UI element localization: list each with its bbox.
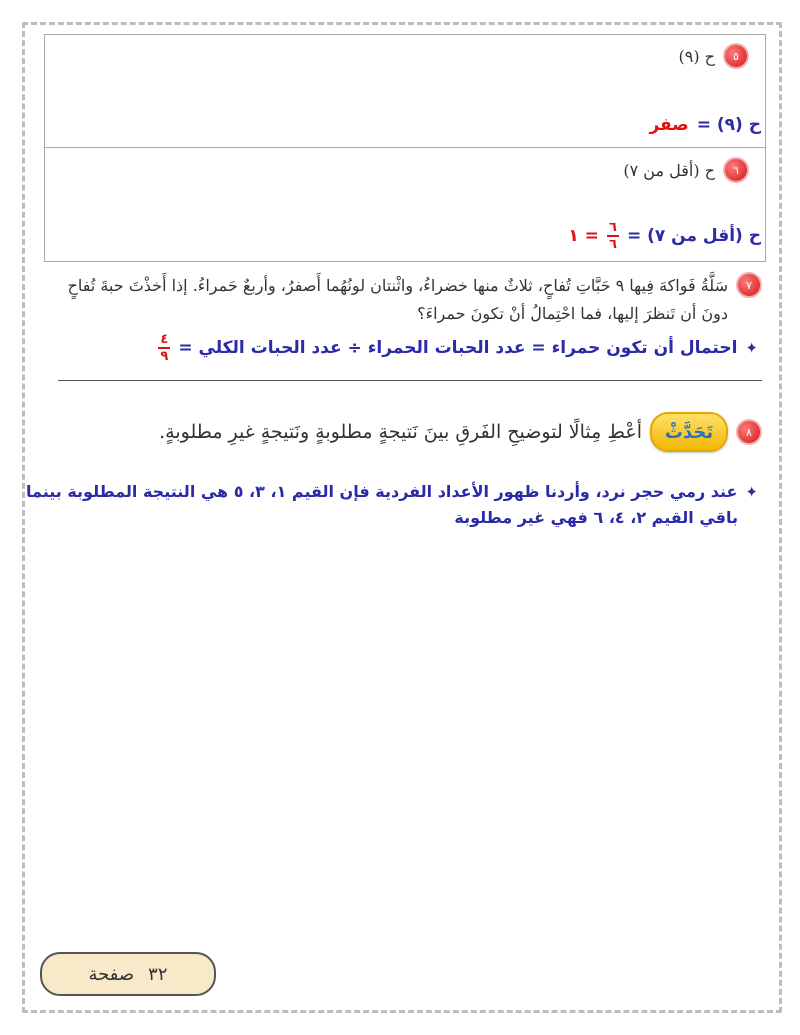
- exercise-7-text-line-2: دونَ أن تَنظرَ إليها، فما احْتِمالُ أنْ تكونَ حمراءَ؟: [417, 304, 728, 323]
- item-5-number-bullet: ٥: [723, 43, 749, 69]
- item-6-answer-prefix: ح (أقل من ٧) =: [626, 226, 761, 246]
- exercise-7-frac-denominator: ٩: [160, 349, 169, 364]
- item-6-number-bullet: ٦: [723, 157, 749, 183]
- exercise-7-answer-row: [158, 333, 758, 363]
- section-separator: [58, 380, 762, 381]
- box-divider: [45, 147, 765, 148]
- exercise-7-number-bullet: ٧: [736, 272, 762, 298]
- exercise-7-line-1: [68, 272, 763, 298]
- diamond-bullet-icon: ✦: [745, 339, 758, 357]
- item-6-fraction: [607, 221, 619, 251]
- item-6-frac-denominator: ٦: [608, 237, 617, 252]
- exercise-7-text-line-1: سَلَّةُ فَواكهَ فِيها ٩ حَبَّاتِ تُفاحٍ، ثلاثٌ منها خضراءُ، واثْنتان لونُهُما أَصفرُ، وأربعٌ حَمراءُ. إذا أَخذْتَ حبةَ تُفاحٍ: [67, 275, 728, 295]
- exercise-8-answer-line-1: [26, 482, 758, 501]
- item-6-answer-row: [568, 221, 761, 251]
- exercise-7-frac-numerator: ٤: [160, 332, 169, 347]
- exercise-8-number-bullet: ٨: [736, 419, 762, 445]
- exercise-7-line-2: [417, 304, 728, 323]
- page-number: ٣٢: [148, 963, 168, 985]
- item-5-answer-row: [649, 115, 761, 135]
- item-6-question-row: [623, 157, 749, 183]
- exercise-8-answer-text-2: باقي القيم ٢، ٤، ٦ فهي غير مطلوبة: [454, 508, 738, 527]
- item-6-answer-tail: = ١: [568, 226, 599, 246]
- exercise-7-fraction: [158, 333, 170, 363]
- item-5-answer-value: صفر: [649, 115, 689, 135]
- item-6-question: ح (أقل من ٧): [623, 160, 715, 180]
- exercise-8-prompt-row: [159, 412, 762, 452]
- exercise-8-prompt: أعْطِ مِثالًا لتوضيحِ الفَرقِ بينَ نَتيجةٍ مطلوبةٍ ونَتيجةٍ غيرِ مطلوبةٍ.: [159, 421, 642, 443]
- exercise-7-answer-text: احتمال أن تكون حمراء = عدد الحبات الحمراء ÷ عدد الحبات الكلي =: [178, 338, 738, 358]
- talk-badge: تَحَدَّثْ: [650, 412, 728, 452]
- exercise-8-answer-text-1: عند رمي حجر نرد، وأردنا ظهور الأعداد الفردية فإن القيم ١، ٣، ٥ هي النتيجة المطلوبة بينما: [25, 482, 738, 501]
- item-5-answer-prefix: ح (٩) =: [696, 115, 761, 135]
- page-label: صفحة: [88, 963, 135, 985]
- item-5-question-row: [679, 43, 750, 69]
- example-box: [44, 34, 766, 262]
- item-5-question: ح (٩): [678, 46, 715, 66]
- exercise-8-answer-line-2: [454, 508, 738, 527]
- diamond-bullet-icon: ✦: [745, 482, 758, 501]
- page-number-tab: [40, 952, 216, 996]
- item-6-frac-numerator: ٦: [608, 220, 617, 235]
